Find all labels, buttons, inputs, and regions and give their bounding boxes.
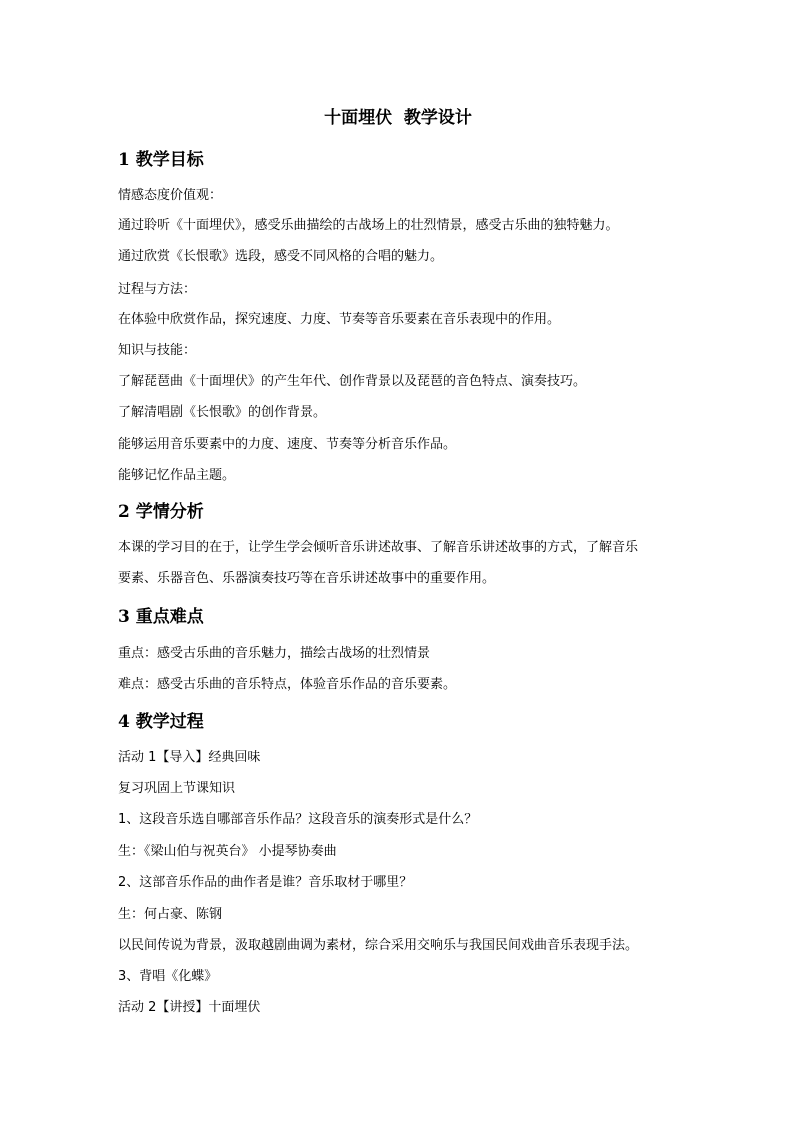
section-heading-analysis: 2 学情分析 [118,502,204,522]
paragraph-line: 3、背唱《化蝶》 [118,969,218,984]
section-heading-objectives: 1 教学目标 [118,150,204,170]
paragraph-line: 2、这部音乐作品的曲作者是谁？音乐取材于哪里？ [118,875,413,890]
paragraph-line: 以民间传说为背景，汲取越剧曲调为素材，综合采用交响乐与我国民间戏曲音乐表现手法。 [118,938,639,953]
paragraph-line: 生：何占豪、陈钢 [118,907,223,922]
paragraph-line: 复习巩固上节课知识 [118,781,236,796]
paragraph-line: 能够记忆作品主题。 [118,468,236,483]
paragraph-line: 了解清唱剧《长恨歌》的创作背景。 [118,405,327,420]
paragraph-line: 能够运用音乐要素中的力度、速度、节奏等分析音乐作品。 [118,437,457,452]
paragraph-line: 通过聆听《十面埋伏》，感受乐曲描绘的古战场上的壮烈情景，感受古乐曲的独特魅力。 [118,218,619,233]
section-heading-process: 4 教学过程 [118,712,204,732]
paragraph-line: 本课的学习目的在于，让学生学会倾听音乐讲述故事、了解音乐讲述故事的方式，了解音乐 [118,540,639,555]
paragraph-line: 通过欣赏《长恨歌》选段，感受不同风格的合唱的魅力。 [118,249,444,264]
paragraph-line: 活动 1【导入】经典回味 [118,750,261,765]
paragraph-line: 活动 2【讲授】十面埋伏 [118,1000,261,1015]
paragraph-line: 1、这段音乐选自哪部音乐作品？这段音乐的演奏形式是什么？ [118,812,478,827]
paragraph-line: 生：《梁山伯与祝英台》 小提琴协奏曲 [118,844,337,859]
paragraph-line: 难点：感受古乐曲的音乐特点，体验音乐作品的音乐要素。 [118,677,457,692]
paragraph-line: 情感态度价值观： [118,188,223,203]
paragraph-line: 知识与技能： [118,343,197,358]
document-title: 十面埋伏 教学设计 [324,108,472,128]
section-heading-key-points: 3 重点难点 [118,607,204,627]
paragraph-line: 重点：感受古乐曲的音乐魅力，描绘古战场的壮烈情景 [118,646,431,661]
paragraph-line: 了解琵琶曲《十面埋伏》的产生年代、创作背景以及琵琶的音色特点、演奏技巧。 [118,374,587,389]
paragraph-line: 在体验中欣赏作品，探究速度、力度、节奏等音乐要素在音乐表现中的作用。 [118,312,561,327]
paragraph-line: 要素、乐器音色、乐器演奏技巧等在音乐讲述故事中的重要作用。 [118,571,496,586]
paragraph-line: 过程与方法： [118,282,197,297]
